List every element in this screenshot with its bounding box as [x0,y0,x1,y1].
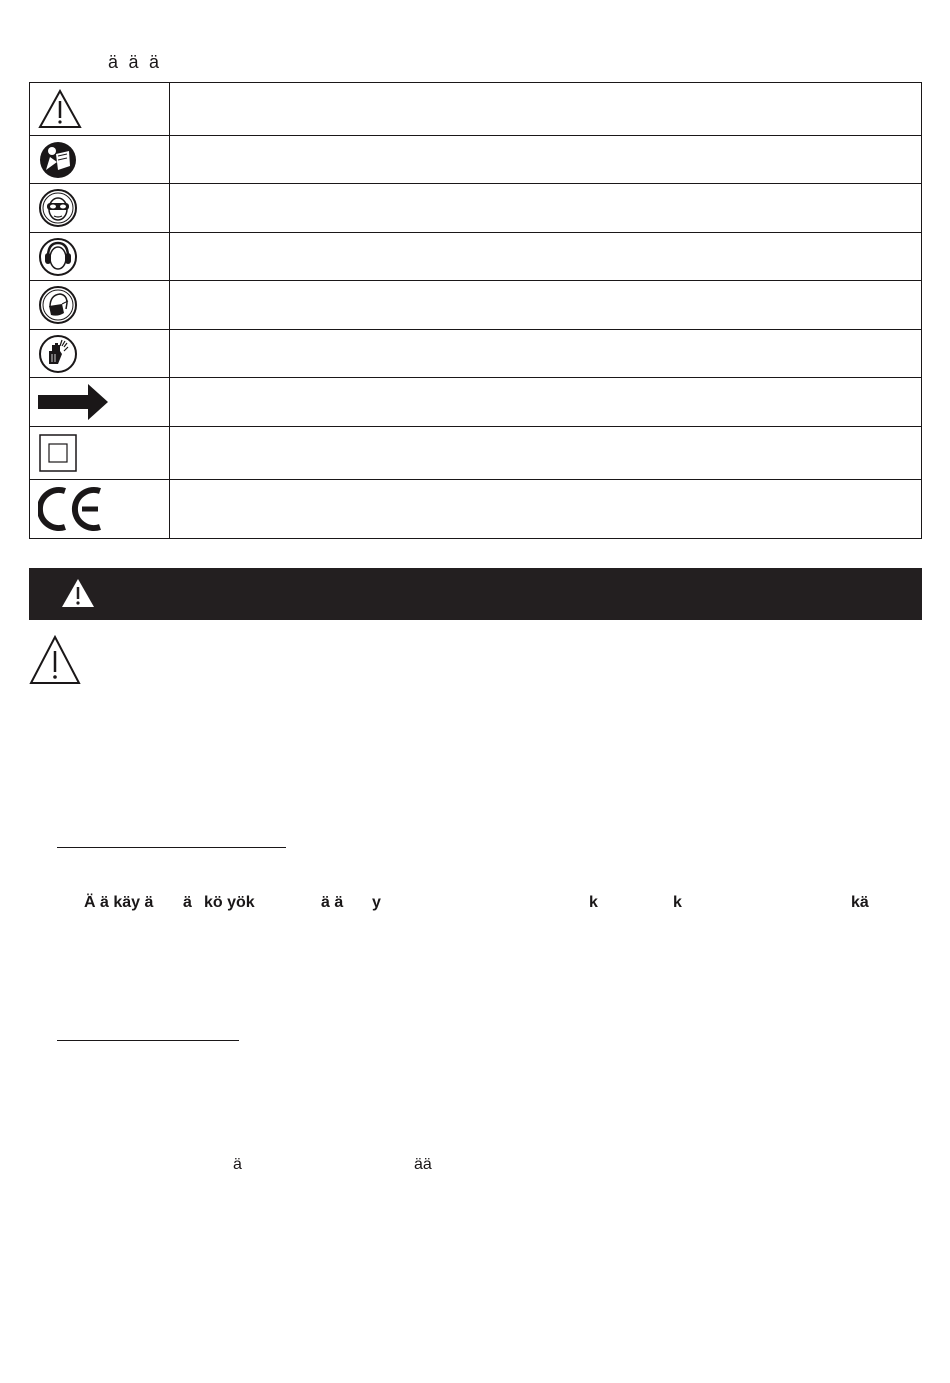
text-fragment: ä [183,894,192,911]
plain-text-line [0,1156,950,1176]
ear-protection-icon [38,237,78,277]
symbol-row [30,427,922,480]
text-fragment: Ä ä käy ä [84,894,154,911]
symbol-row [30,136,922,184]
symbol-description [170,233,922,281]
symbol-description [170,281,922,330]
symbol-row [30,184,922,233]
warning-triangle-icon [29,634,81,686]
symbol-description [170,427,922,480]
symbol-row [30,281,922,330]
section-heading [108,52,170,73]
protective-gloves-icon [38,334,78,374]
symbol-description [170,83,922,136]
arrow-right-icon [38,383,110,421]
text-fragment: ä ä [321,894,344,911]
warning-triangle-icon [60,577,96,609]
text-fragment: y [372,894,381,911]
ce-mark-icon [38,485,104,533]
eye-protection-icon [38,188,78,228]
text-fragment: kä [851,894,869,911]
heading-part: ä [128,52,140,72]
symbol-table [29,82,922,539]
symbol-description [170,330,922,378]
warning-triangle-icon [38,89,82,129]
symbol-description [170,184,922,233]
symbol-description [170,480,922,539]
symbol-row [30,378,922,427]
symbol-row [30,330,922,378]
subheading-underline [57,1040,239,1041]
subheading-underline [57,847,286,848]
warning-banner [29,568,922,620]
text-fragment: kö yök [204,894,255,911]
symbol-description [170,378,922,427]
dust-mask-icon [38,285,78,325]
symbol-description [170,136,922,184]
heading-part: ä [108,52,119,72]
class-ii-double-insulation-icon [38,433,78,473]
symbol-row [30,233,922,281]
symbol-row [30,83,922,136]
text-fragment: ää [414,1156,432,1173]
heading-part: ä [149,52,160,72]
read-manual-icon [38,140,78,180]
text-fragment: k [589,894,598,911]
text-fragment: ä [233,1156,242,1173]
bold-text-line [0,894,950,916]
text-fragment: k [673,894,682,911]
symbol-row [30,480,922,539]
